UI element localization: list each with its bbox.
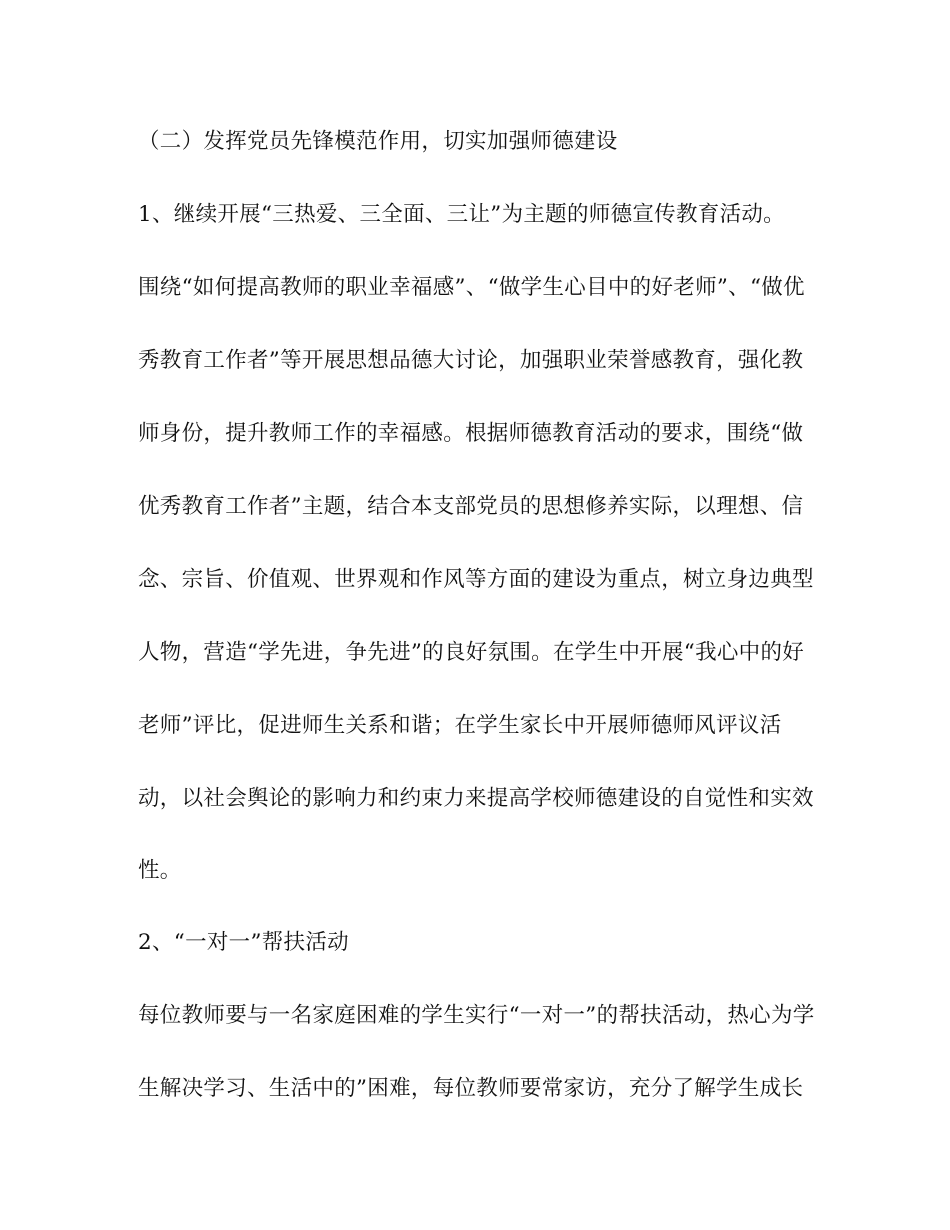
item-2-heading: 2、“一对一”帮扶活动 bbox=[138, 930, 349, 955]
body-text-line: 人物，营造“学先进，争先进”的良好氛围。在学生中开展“我心中的好 bbox=[138, 640, 805, 665]
body-text-line: 性。 bbox=[138, 858, 182, 883]
body-text-line: 师身份，提升教师工作的幸福感。根据师德教育活动的要求，围绕“做 bbox=[138, 421, 804, 446]
body-text-line: 生解决学习、生活中的”困难，每位教师要常家访，充分了解学生成长 bbox=[138, 1076, 804, 1101]
body-text-line: 每位教师要与一名家庭困难的学生实行“一对一”的帮扶活动，热心为学 bbox=[138, 1003, 815, 1028]
body-text-line: 念、宗旨、价值观、世界观和作风等方面的建设为重点，树立身边典型 bbox=[138, 567, 814, 592]
body-text-line: 动，以社会舆论的影响力和约束力来提高学校师德建设的自觉性和实效 bbox=[138, 786, 814, 811]
section-heading: （二）发挥党员先锋模范作用，切实加强师德建设 bbox=[138, 129, 618, 154]
body-text-line: 优秀教育工作者”主题，结合本支部党员的思想修养实际，以理想、信 bbox=[138, 494, 804, 519]
item-1-heading: 1、继续开展“三热爱、三全面、三让”为主题的师德宣传教育活动。 bbox=[138, 202, 785, 227]
body-text-line: 围绕“如何提高教师的职业幸福感”、“做学生心目中的好老师”、“做优 bbox=[138, 275, 805, 300]
body-text-line: 老师”评比，促进师生关系和谐；在学生家长中开展师德师风评议活 bbox=[138, 713, 782, 738]
body-text-line: 秀教育工作者”等开展思想品德大讨论，加强职业荣誉感教育，强化教 bbox=[138, 348, 804, 373]
